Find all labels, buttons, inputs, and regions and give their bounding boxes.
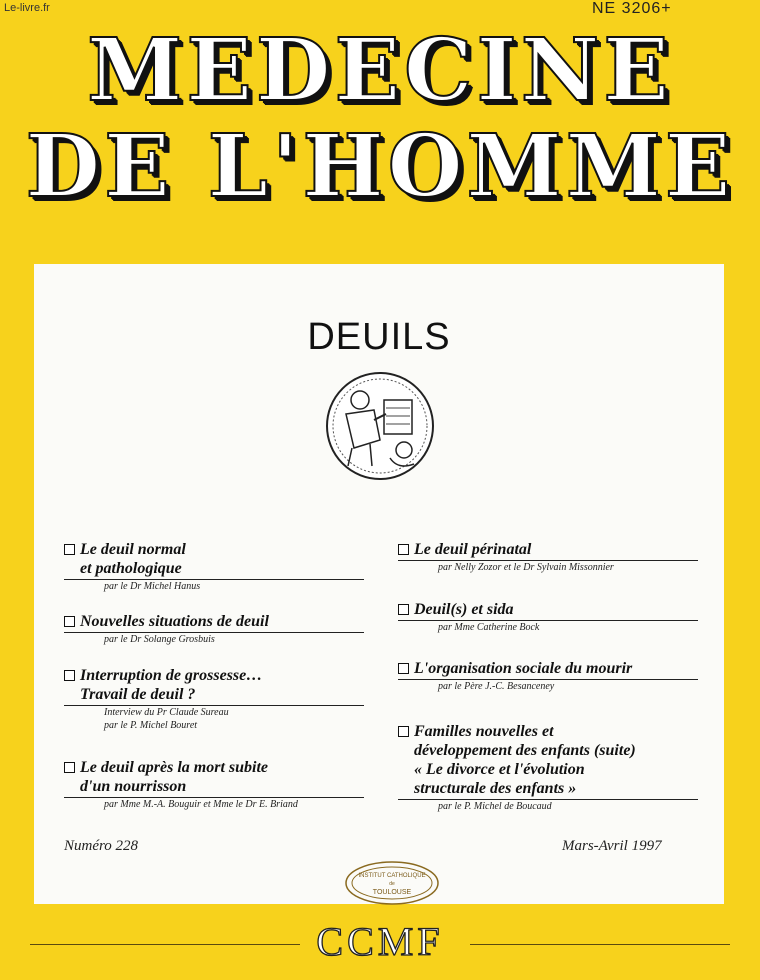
toc-entry — [64, 540, 364, 593]
issue-theme: DEUILS — [307, 316, 451, 358]
toc-entry-title-text: L'organisation sociale du mourir — [414, 660, 633, 677]
toc-entry — [64, 612, 364, 646]
magazine-title-line-2: DE L'HOMME — [25, 116, 735, 217]
stamp-line-3: TOULOUSE — [372, 889, 412, 896]
toc-entry-title — [398, 779, 698, 798]
toc-entry-author: par le Dr Michel Hanus — [104, 581, 201, 592]
handwritten-reference: NE 3206+ — [592, 0, 672, 17]
toc-entry — [398, 722, 698, 813]
toc-entry-title — [398, 600, 698, 619]
publisher-name: CCMF — [316, 919, 444, 964]
contents-panel — [34, 264, 724, 904]
toc-entry — [64, 758, 364, 811]
stamp-line-2: de — [389, 881, 395, 887]
toc-entry-author: par le Père J.-C. Besanceney — [438, 681, 555, 692]
toc-entry-title-text: Nouvelles situations de deuil — [80, 613, 269, 630]
checkbox-square-icon — [64, 670, 75, 681]
toc-entry-title-text: développement des enfants (suite) — [414, 742, 636, 759]
checkbox-square-icon — [398, 663, 409, 674]
toc-entry — [398, 600, 698, 634]
toc-entry-title — [64, 559, 364, 578]
medieval-scribe-medallion-icon — [324, 370, 436, 482]
checkbox-square-icon — [398, 726, 409, 737]
toc-entry-title — [64, 685, 364, 704]
toc-entry — [398, 540, 698, 574]
toc-entry-author: Interview du Pr Claude Sureau — [104, 707, 229, 718]
toc-entry — [398, 659, 698, 693]
toc-entry-title-text: Interruption de grossesse… — [80, 667, 263, 684]
issue-number: Numéro 228 — [64, 838, 139, 854]
toc-entry-title — [64, 540, 364, 559]
toc-entry-title — [64, 666, 364, 685]
checkbox-square-icon — [398, 544, 409, 555]
site-watermark: Le-livre.fr — [4, 2, 50, 14]
checkbox-square-icon — [64, 762, 75, 773]
toc-entry-author: par le P. Michel de Boucaud — [438, 801, 552, 812]
toc-entry-title — [398, 659, 698, 678]
toc-entry-title-text: Le deuil après la mort subite — [80, 759, 268, 776]
toc-entry-title — [64, 777, 364, 796]
toc-entry-title-text: Le deuil normal — [80, 541, 186, 558]
checkbox-square-icon — [398, 604, 409, 615]
checkbox-square-icon — [64, 616, 75, 627]
toc-entry-title-text: et pathologique — [80, 560, 182, 577]
toc-entry-title — [64, 758, 364, 777]
toc-entry-title-text: d'un nourrisson — [80, 778, 187, 795]
toc-entry-title-text: Deuil(s) et sida — [414, 601, 514, 618]
toc-entry-author: par Mme Catherine Bock — [438, 622, 540, 633]
magazine-title-line-1: MEDECINE — [87, 20, 673, 121]
toc-entry-author: par le P. Michel Bouret — [104, 720, 198, 731]
toc-entry-author: par Nelly Zozor et le Dr Sylvain Missonnier — [438, 562, 614, 573]
toc-entry-title — [398, 760, 698, 779]
toc-entry-author: par le Dr Solange Grosbuis — [104, 634, 215, 645]
toc-entry-title — [64, 612, 364, 631]
library-stamp-icon — [344, 860, 440, 906]
toc-entry-title — [398, 741, 698, 760]
toc-entry-author: par Mme M.-A. Bouguir et Mme le Dr E. Briand — [104, 799, 298, 810]
toc-entry — [64, 666, 364, 732]
stamp-line-1: INSTITUT CATHOLIQUE — [358, 873, 426, 879]
issue-date: Mars-Avril 1997 — [562, 838, 662, 854]
toc-entry-title-text: structurale des enfants » — [414, 780, 577, 797]
checkbox-square-icon — [64, 544, 75, 555]
toc-entry-title — [398, 540, 698, 559]
toc-entry-title-text: Le deuil périnatal — [414, 541, 532, 558]
toc-entry-title-text: Familles nouvelles et — [414, 723, 554, 740]
toc-entry-title-text: Travail de deuil ? — [80, 686, 196, 703]
toc-entry-title-text: « Le divorce et l'évolution — [414, 761, 585, 778]
toc-entry-title — [398, 722, 698, 741]
